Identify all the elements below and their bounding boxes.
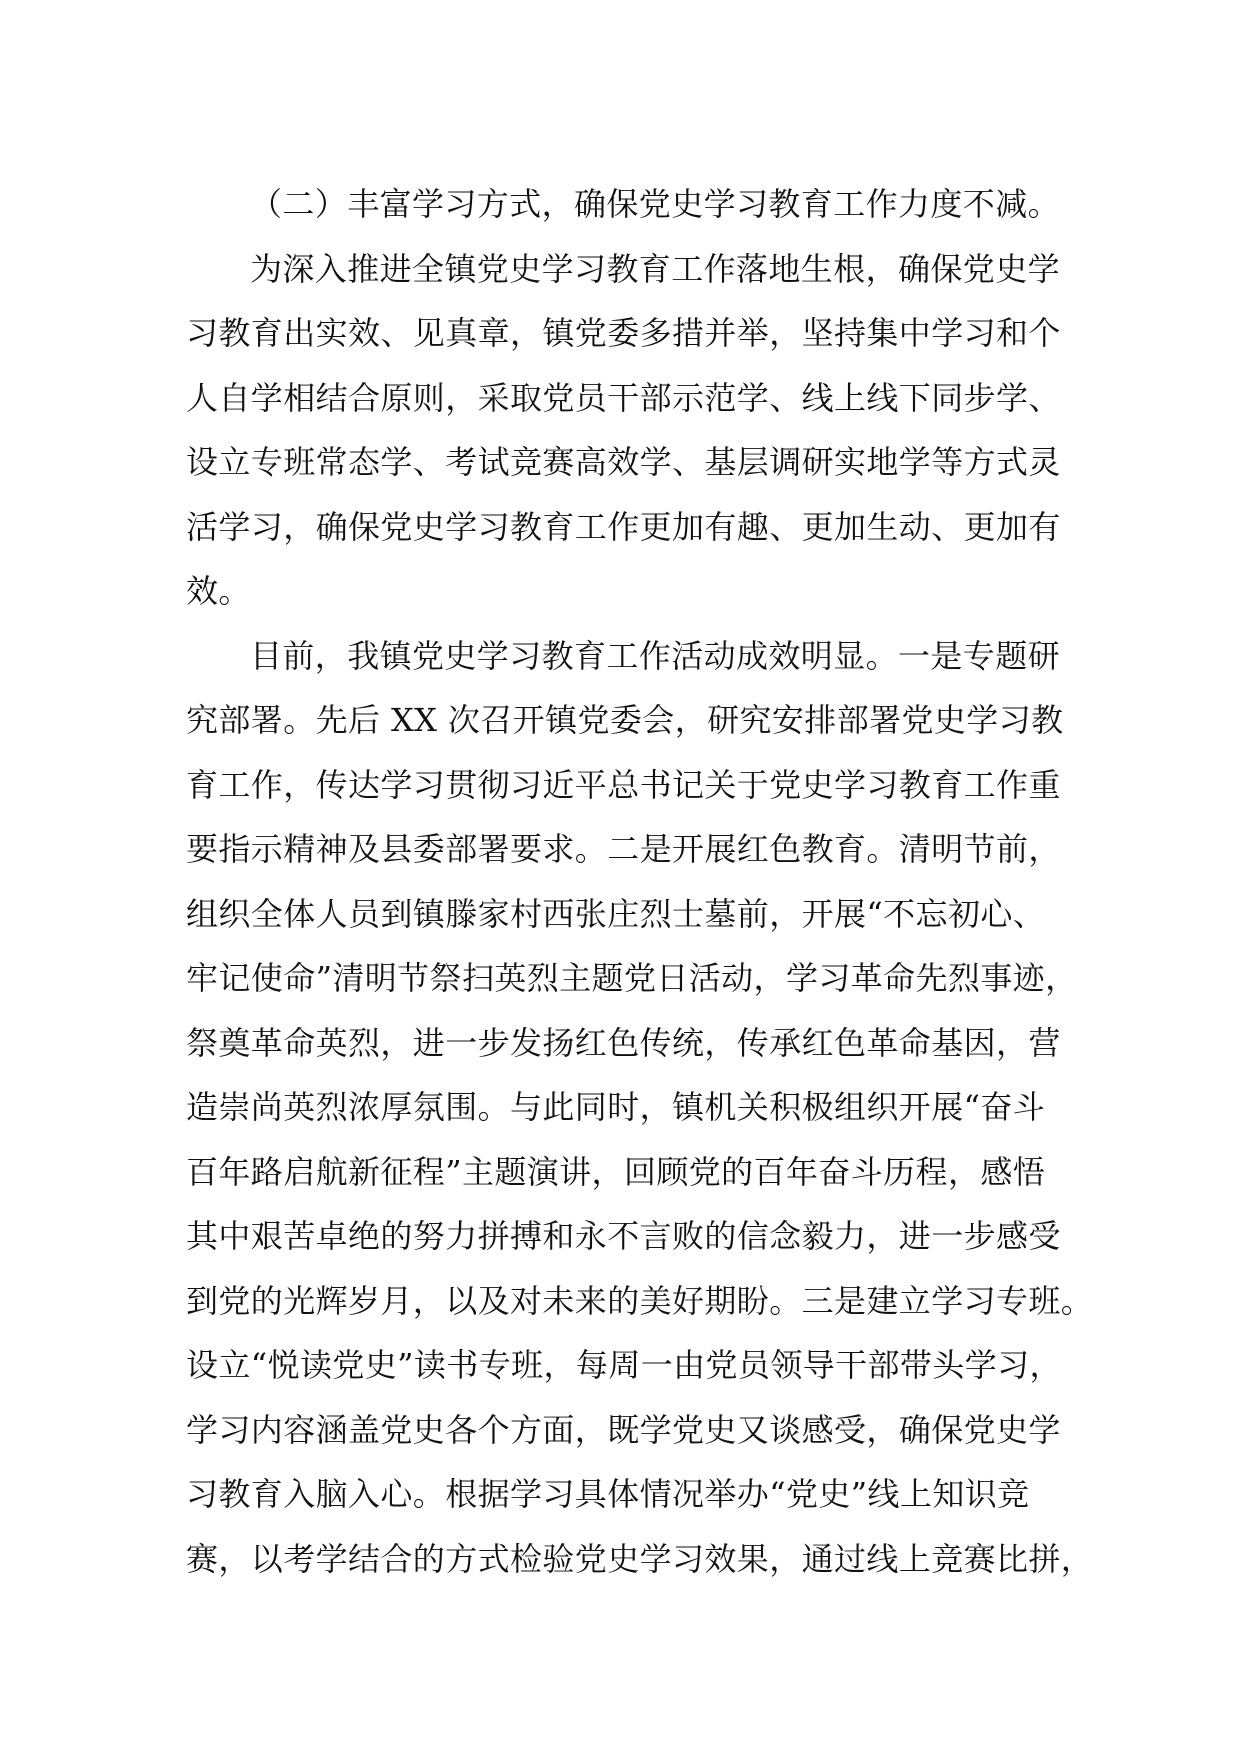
text-line: 赛，以考学结合的方式检验党史学习效果，通过线上竞赛比拼， [186,1539,1094,1578]
text-line: 设立“悦读党史”读书专班，每周一由党员领导干部带头学习， [186,1346,1062,1384]
text-line: 学习内容涵盖党史各个方面，既学党史又谈感受，确保党史学 [186,1410,1061,1449]
text-line: 要指示精神及县委部署要求。二是开展红色教育。清明节前， [186,830,1061,868]
text-line: 习教育出实效、见真章，镇党委多措并举，坚持集中学习和个 [186,314,1061,352]
section-heading: （二）丰富学习方式，确保党史学习教育工作力度不减。 [250,185,1061,223]
text-line: 活学习，确保党史学习教育工作更加有趣、更加生动、更加有 [186,507,1061,546]
text-line: 人自学相结合原则，采取党员干部示范学、线上线下同步学、 [186,378,1061,417]
text-line: 为深入推进全镇党史学习教育工作落地生根，确保党史学 [250,249,1061,288]
text-line: 百年路启航新征程”主题演讲，回顾党的百年奋斗历程，感悟 [186,1152,1046,1191]
text-line: 效。 [186,572,251,610]
text-line: 其中艰苦卓绝的努力拼搏和永不言败的信念毅力，进一步感受 [186,1217,1061,1255]
text-line: 育工作，传达学习贯彻习近平总书记关于党史学习教育工作重 [186,765,1061,804]
document-body [186,172,1094,1591]
text-line: 组织全体人员到镇滕家村西张庄烈士墓前，开展“不忘初心、 [186,894,1046,933]
text-line: 究部署。先后 XX 次召开镇党委会，研究安排部署党史学习教 [186,701,1064,739]
text-line: 造崇尚英烈浓厚氛围。与此同时，镇机关积极组织开展“奋斗 [186,1088,1046,1126]
text-line: 牢记使命”清明节祭扫英烈主题党日活动，学习革命先烈事迹， [186,959,1078,997]
paragraph-study-methods [186,237,1086,624]
text-line: 设立专班常态学、考试竞赛高效学、基层调研实地学等方式灵 [186,443,1061,481]
paragraph-achievements [186,624,1094,1592]
text-line: 习教育入脑入心。根据学习具体情况举办“党史”线上知识竞 [186,1475,1030,1513]
text-line: 祭奠革命英烈，进一步发扬红色传统，传承红色革命基因，营 [186,1023,1061,1062]
text-line: 到党的光辉岁月，以及对未来的美好期盼。三是建立学习专班。 [186,1281,1094,1320]
text-line: 目前，我镇党史学习教育工作活动成效明显。一是专题研 [250,636,1061,675]
